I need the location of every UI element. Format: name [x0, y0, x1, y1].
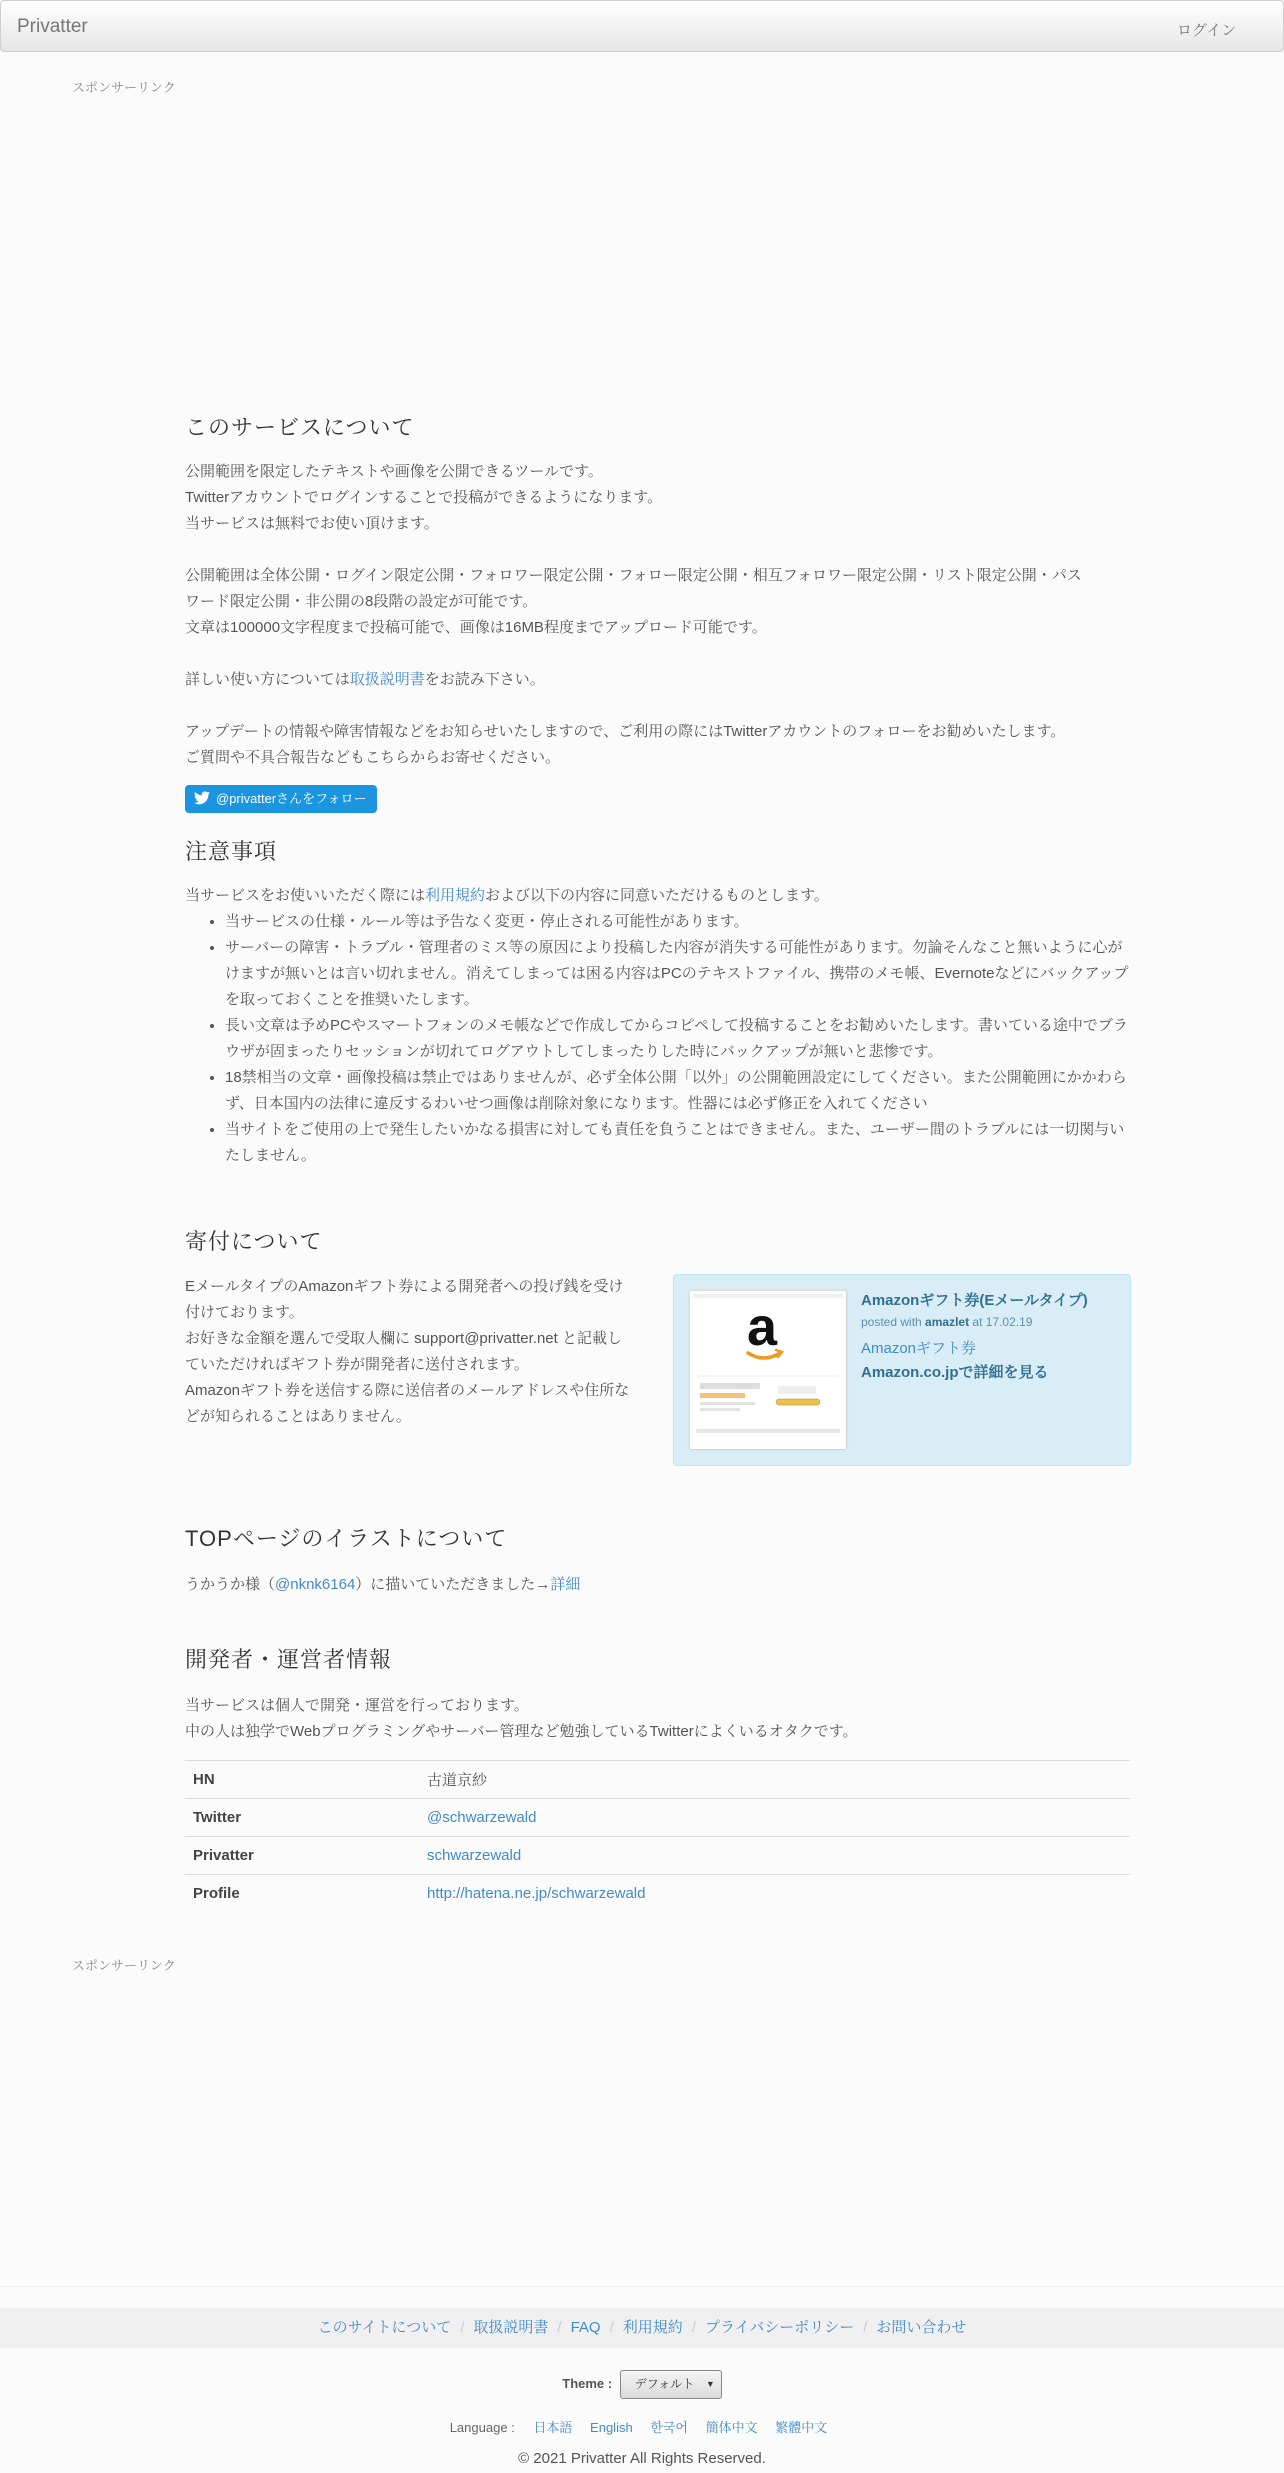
amazon-detail-link[interactable]: Amazon.co.jpで詳細を見る — [861, 1364, 1049, 1381]
footer-separator: / — [691, 2319, 696, 2336]
footer-link-contact[interactable]: お問い合わせ — [876, 2319, 967, 2336]
sponsor-label-bottom: スポンサーリンク — [72, 1958, 176, 1973]
amazon-gift-card-icon — [690, 1291, 846, 1449]
dev-title: 開発者・運営者情報 — [185, 1647, 393, 1672]
table-row — [185, 1761, 1130, 1799]
amazon-gift-card-image[interactable] — [689, 1290, 845, 1448]
table-row — [185, 1799, 1130, 1837]
language-ja[interactable]: 日本語 — [533, 2420, 573, 2435]
list-item: • 18禁相当の文章・画像投稿は禁止ではありませんが、必ず全体公開「以外」の公開範囲設定にしてください。また公開範囲にかかわらず、日本国内の法律に違反するわいせつ画像は削除対象になります。性器には必ず修正を入れてください — [225, 1065, 1130, 1117]
dev-info-table — [185, 1760, 1130, 1913]
footer-separator: / — [863, 2319, 868, 2336]
about-line: Twitterアカウントでログインすることで投稿ができるようになります。 — [185, 489, 663, 506]
footer-link-manual[interactable]: 取扱説明書 — [473, 2319, 549, 2336]
about-text — [185, 459, 1130, 771]
posted-pre: posted with — [861, 1315, 926, 1329]
theme-label: Theme : — [562, 2375, 613, 2391]
theme-select-value: デフォルト — [634, 2377, 695, 2391]
donate-text — [185, 1274, 635, 1430]
about-line: 当サービスは無料でお使い頂けます。 — [185, 515, 439, 532]
footer-link-about[interactable]: このサイトについて — [317, 2319, 452, 2336]
illust-detail-link[interactable]: 詳細 — [550, 1576, 581, 1593]
donate-line: お好きな金額を選んで受取人欄に support@privatter.net と記載していただければギフト券が開発者に送付されます。 — [185, 1330, 622, 1373]
footer-link-faq[interactable]: FAQ — [570, 2319, 601, 2336]
illust-mid: ）に描いていただきました→ — [355, 1576, 551, 1593]
language-ko[interactable]: 한국어 — [650, 2420, 688, 2435]
language-en[interactable]: English — [590, 2420, 633, 2435]
footer-separator: / — [609, 2319, 614, 2336]
list-item: • 当サービスの仕様・ルール等は予告なく変更・停止される可能性があります。 — [225, 909, 1130, 935]
about-title: このサービスについて — [185, 415, 415, 440]
amazon-gift-title[interactable]: Amazonギフト券(Eメールタイプ) — [861, 1292, 1088, 1309]
dev-line: 当サービスは個人で開発・運営を行っております。 — [185, 1697, 529, 1714]
info-key: HN — [185, 1761, 419, 1799]
follow-button-label: @privatterさんをフォロー — [216, 791, 367, 806]
twitter-profile-link[interactable]: @schwarzewald — [419, 1799, 1130, 1837]
footer-link-privacy[interactable]: プライバシーポリシー — [704, 2319, 855, 2336]
navbar — [0, 0, 1284, 52]
brand-logo[interactable]: Privatter — [17, 16, 88, 37]
illust-title: TOPページのイラストについて — [185, 1526, 508, 1551]
footer-separator: / — [460, 2319, 465, 2336]
hatena-profile-link[interactable]: http://hatena.ne.jp/schwarzewald — [419, 1875, 1130, 1913]
dev-line: 中の人は独学でWebプログラミングやサーバー管理など勉強しているTwitterによくいるオタクです。 — [185, 1723, 858, 1740]
about-line: 文章は100000文字程度まで投稿可能で、画像は16MB程度までアップロード可能です。 — [185, 619, 767, 636]
about-line — [185, 537, 1130, 563]
about-line: アップデートの情報や障害情報などをお知らせいたしますので、ご利用の際にはTwitterアカウントのフォローをお勧めいたします。 — [185, 723, 1066, 740]
notes-intro-pre: 当サービスをお使いいただく際には — [185, 887, 426, 904]
notes-list — [225, 909, 1130, 1169]
login-link[interactable]: ログイン — [1177, 22, 1237, 39]
sponsor-label-top: スポンサーリンク — [72, 80, 176, 95]
main-content — [185, 400, 1130, 1913]
about-line: 公開範囲を限定したテキストや画像を公開できるツールです。 — [185, 463, 603, 480]
posted-tool-link[interactable]: amazlet — [925, 1315, 970, 1329]
notes-intro-post: および以下の内容に同意いただけるものとします。 — [485, 887, 829, 904]
about-line — [185, 693, 1130, 719]
chevron-down-icon: ▼ — [705, 2379, 715, 2389]
theme-select[interactable] — [620, 2370, 722, 2399]
info-key: Privatter — [185, 1837, 419, 1875]
manual-link[interactable]: 取扱説明書 — [349, 671, 425, 688]
manual-pre: 詳しい使い方については — [185, 671, 350, 688]
language-label: Language : — [449, 2420, 515, 2435]
about-line: 公開範囲は全体公開・ログイン限定公開・フォロワー限定公開・フォロー限定公開・相互フォロワー限定公開・リスト限定公開・パス — [185, 567, 1082, 584]
language-zh-hans[interactable]: 簡体中文 — [705, 2420, 758, 2435]
footer-link-terms[interactable]: 利用規約 — [622, 2319, 683, 2336]
posted-post: at 17.02.19 — [969, 1315, 1033, 1329]
notes-intro — [185, 883, 1130, 909]
about-line: ワード限定公開・非公開の8段階の設定が可能です。 — [185, 593, 538, 610]
about-line: ご質問や不具合報告などもこちらからお寄せください。 — [185, 749, 561, 766]
about-line — [185, 641, 1130, 667]
language-row — [0, 2417, 1284, 2436]
donate-line: EメールタイプのAmazonギフト券による開発者への投げ銭を受け付けております。 — [185, 1278, 624, 1321]
copyright: © 2021 Privatter All Rights Reserved. — [518, 2450, 766, 2467]
amazon-gift-box — [673, 1274, 1131, 1466]
table-row — [185, 1875, 1130, 1913]
footer-separator: / — [557, 2319, 562, 2336]
twitter-follow-button[interactable] — [185, 785, 377, 813]
list-item: • 長い文章は予めPCやスマートフォンのメモ帳などで作成してからコピペして投稿することをお勧めいたします。書いている途中でブラウザが固まったりセッションが切れてログアウトしてしまったりした時にバックアップが無いと悲惨です。 — [225, 1013, 1130, 1065]
dev-text — [185, 1693, 1130, 1745]
list-item: • サーバーの障害・トラブル・管理者のミス等の原因により投稿した内容が消失する可能性があります。勿論そんなこと無いように心がけますが無いとは言い切れません。消えてしまっては困る内容はPCのテキストファイル、携帯のメモ帳、Evernoteなどにバックアップを取っておくことを推奨いたします。 — [225, 935, 1130, 1013]
language-zh-hant[interactable]: 繁體中文 — [775, 2420, 828, 2435]
info-key: Profile — [185, 1875, 419, 1913]
terms-link[interactable]: 利用規約 — [425, 887, 486, 904]
theme-row — [0, 2370, 1284, 2399]
amazon-posted-with — [861, 1315, 1032, 1329]
footer-nav — [0, 2308, 1284, 2348]
manual-line — [185, 667, 1130, 693]
donate-section — [185, 1274, 1130, 1484]
amazon-gift-link[interactable]: Amazonギフト券 — [861, 1340, 977, 1357]
info-key: Twitter — [185, 1799, 419, 1837]
list-item: • 当サイトをご使用の上で発生したいかなる損害に対しても責任を負うことはできません。また、ユーザー間のトラブルには一切関与いたしません。 — [225, 1117, 1130, 1169]
donate-title: 寄付について — [185, 1229, 323, 1254]
twitter-bird-icon — [194, 791, 210, 805]
info-value: 古道京紗 — [419, 1761, 1130, 1799]
illust-text — [185, 1572, 1130, 1598]
svg-text:a: a — [746, 1297, 778, 1357]
notes-title: 注意事項 — [185, 839, 278, 864]
illustrator-link[interactable]: @nknk6164 — [275, 1576, 356, 1593]
footer-divider — [0, 2286, 1284, 2287]
manual-post: をお読み下さい。 — [424, 671, 545, 688]
donate-line: Amazonギフト券を送信する際に送信者のメールアドレスや住所などが知られることはありません。 — [185, 1382, 630, 1425]
table-row — [185, 1837, 1130, 1875]
privatter-profile-link[interactable]: schwarzewald — [419, 1837, 1130, 1875]
illust-pre: うかうか様（ — [185, 1576, 276, 1593]
